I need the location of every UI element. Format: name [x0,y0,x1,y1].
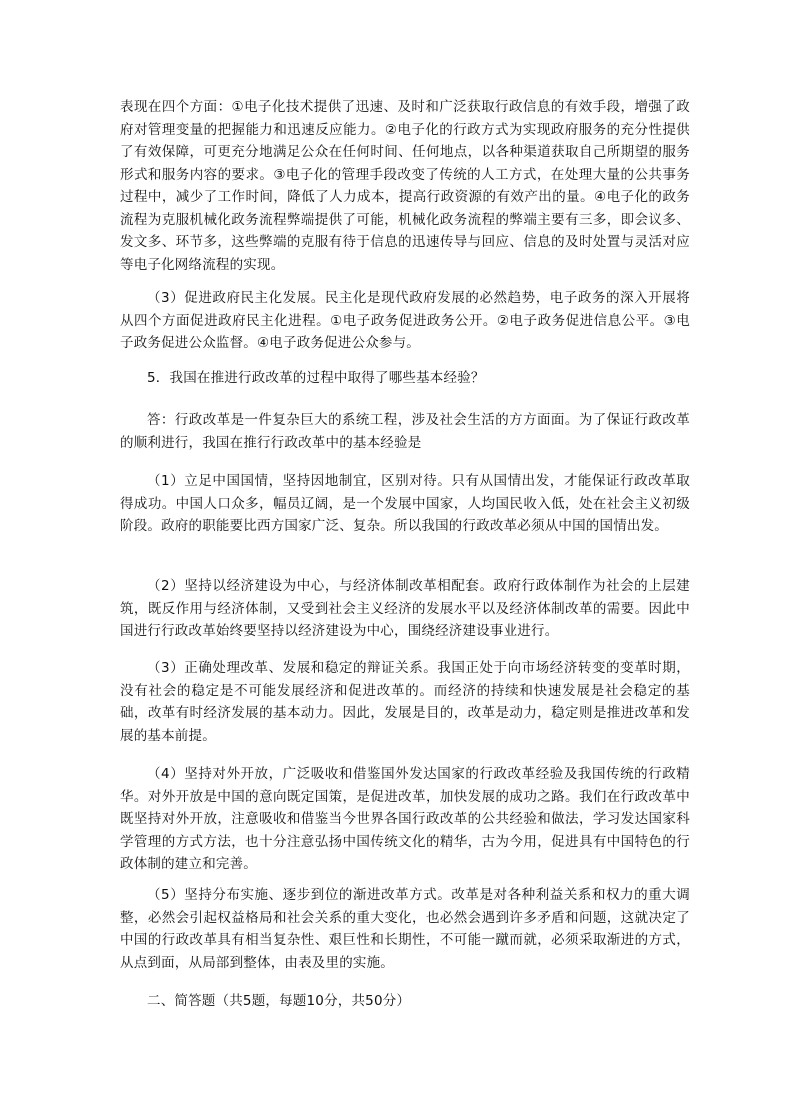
experience-5-paragraph: （5）坚持分布实施、逐步到位的渐进改革方式。改革是对各种利益关系和权力的重大调整，必然会引起权益格局和社会关系的重大变化，也必然会遇到许多矛盾和问题，这就决定了中国的行政改革具有相当复杂性、艰巨性和长期性，不可能一蹴而就，必须采取渐进的方式，从点到面，从局部到整体，由表及里的实施。 [120,887,690,971]
experience-3-paragraph: （3）正确处理改革、发展和稳定的辩证关系。我国正处于向市场经济转变的变革时期，没有社会的稳定是不可能发展经济和促进改革的。而经济的持续和快速发展是社会稳定的基础，改革有时经济发展的基本动力。因此，发展是目的，改革是动力，稳定则是推进改革和发展的基本前提。 [120,660,690,744]
experience-2-paragraph: （2）坚持以经济建设为中心，与经济体制改革相配套。政府行政体制作为社会的上层建筑，既反作用与经济体制，又受到社会主义经济的发展水平以及经济体制改革的需要。因此中国进行行政改革始终要坚持以经济建设为中心，围绕经济建设事业进行。 [120,578,690,639]
section-2-heading: 二、简答题（共5题，每题10分，共50分） [147,993,411,1009]
experience-1-paragraph: （1）立足中国国情，坚持因地制宜，区别对待。只有从国情出发，才能保证行政改革取得成功。中国人口众多，幅员辽阔，是一个发展中国家，人均国民收入低，处在社会主义初级阶段。政府的职能要比西方国家广泛、复杂。所以我国的行政改革必须从中国的国情出发。 [120,473,690,534]
paragraph-electronic-efficiency: 表现在四个方面：①电子化技术提供了迅速、及时和广泛获取行政信息的有效手段，增强了政府对管理变量的把握能力和迅速反应能力。②电子化的行政方式为实现政府服务的充分性提供了有效保障，可更充分地满足公众在任何时间、任何地点，以各种渠道获取自己所期望的服务形式和服务内容的要求。③电子化的管理手段改变了传统的人工方式，在处理大量的公共事务过程中，减少了工作时间，降低了人力成本，提高行政资源的有效产出的量。④电子化的政务流程为克服机械化政务流程弊端提供了可能，机械化政务流程的弊端主要有三多，即会议多、发文多、环节多，这些弊端的克服有待于信息的迅速传导与回应、信息的及时处置与灵活对应等电子化网络流程的实现。 [120,99,690,273]
experience-4-paragraph: （4）坚持对外开放，广泛吸收和借鉴国外发达国家的行政改革经验及我国传统的行政精华。对外开放是中国的意向既定国策，是促进改革，加快发展的成功之路。我们在行政改革中既坚持对外开放，注意吸收和借鉴当今世界各国行政改革的公共经验和做法，学习发达国家科学管理的方式方法，也十分注意弘扬中国传统文化的精华，古为今用，促进具有中国特色的行政体制的建立和完善。 [120,766,690,872]
answer-intro-paragraph: 答：行政改革是一件复杂巨大的系统工程，涉及社会生活的方方面面。为了保证行政改革的顺利进行，我国在推行行政改革中的基本经验是 [120,412,690,451]
paragraph-democratization: （3）促进政府民主化发展。民主化是现代政府发展的必然趋势，电子政务的深入开展将从四个方面促进政府民主化进程。①电子政务促进政务公开。②电子政务促进信息公平。③电子政务促进公众监督。④电子政务促进公众参与。 [120,290,690,351]
question-5-heading: 5．我国在推进行政改革的过程中取得了哪些基本经验？ [147,370,485,386]
